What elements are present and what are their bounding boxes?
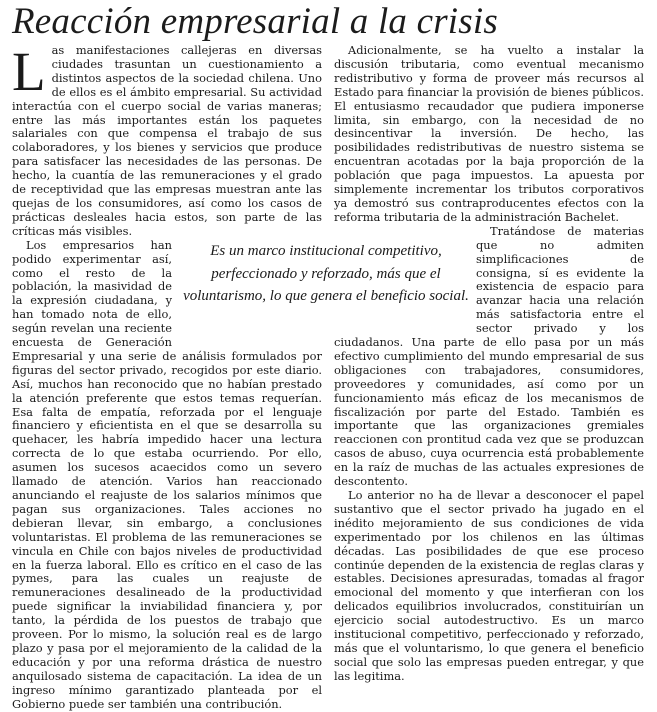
article-column-left [12, 41, 322, 712]
article-paragraph: Adicionalmente, se ha vuelto a instalar la discusión tributaria, como eventual mecanismo redistributivo y forma de proveer más recursos al Estado para financiar la provisión de bienes públicos. El entusiasmo recaudador que pudiera imponerse limita, sin embargo, con la necesidad de no desincentivar la inversión. De hecho, las posibilidades redistributivas de nuestro sistema se encuentran acotadas por la baja proporción de la población que paga impuestos. La apuesta por simplemente incrementar los tributos corporativos ya demostró sus contraproducentes efectos con la reforma tributaria de la administración Bachelet. [334, 43, 644, 224]
paragraph-text: Tratándose de materias que no admiten simplificaciones de consigna, sí es evidente la existencia de espacio para avanzar hacia una relación más satisfactoria entre el sector privado y los ciudadanos. Una parte de ello pasa por un más efectivo cumplimiento del mundo empresarial de sus obligaciones con trabajadores, consumidores, proveedores y comunidades, así como por un funcionamiento más eficaz de los mecanismos de fiscalización por parte del Estado. También es importante que las organizaciones gremiales reaccionen con prontitud cada vez que se produzcan casos de abuso, cuya ocurrencia está probablemente en la raíz de muchas de las actuales expresiones de descontento. [334, 223, 644, 489]
article-paragraph: Lo anterior no ha de llevar a desconocer el papel sustantivo que el sector privado ha jugado en el inédito mejoramiento de sus condiciones de vida experimentado por los chilenos en las últimas décadas. Las posibilidades de que ese proceso continúe dependen de la existencia de reglas claras y estables. Decisiones apresuradas, tomadas al fragor emocional del momento y que interfieran con los delicados equilibrios involucrados, constituirían un ejercicio social autodestructivo. Es un marco institucional competitivo, perfeccionado y reforzado, más que el voluntarismo, lo que genera el beneficio social que solo las empresas pueden entregar, y que las legitima. [334, 488, 644, 683]
paragraph-text: Los empresarios han podido experimentar así, como el resto de la población, la masividad de la expresión ciudadana, y han tomado nota de ello, según revelan una reciente encuesta de Generación Empresarial y una serie de análisis formulados por figuras del sector privado, recogidos por este diario. Así, muchos han reconocido que no habían prestado la atención preferente que estos temas requerían. Esa falta de empatía, reforzada por el lenguaje financiero y eficientista en el que se desarrolla su quehacer, les habría impedido hacer una lectura correcta de lo que estaba ocurriendo. Por ello, asumen los sucesos acaecidos como un severo llamado de atención. Varios han reaccionado anunciando el reajuste de los salarios mínimos que pagan sus organizaciones. Tales acciones no debieran llevar, sin embargo, a conclusiones voluntaristas. El problema de las remuneraciones se vincula en Chile con bajos niveles de productividad en la fuerza laboral. Ello es crítico en el caso de las pymes, para las cuales un reajuste de remuneraciones desalineado de la productividad puede significar la inviabilidad financiera y, por tanto, la pérdida de los puestos de trabajo que proveen. Por lo mismo, la solución real es de largo plazo y pasa por el mejoramiento de la calidad de la educación y por una reforma drástica de nuestro anquilosado sistema de capacitación. La idea de un ingreso mínimo garantizado planteada por el Gobierno puede ser también una contribución. [12, 237, 322, 711]
article-column-right [334, 44, 644, 684]
drop-cap: L [12, 41, 46, 102]
pull-quote: Es un marco institucional competitivo, perfeccionado y reforzado, más que el voluntarismo, lo que genera el beneficio social. [176, 234, 476, 320]
paragraph-text: as manifestaciones callejeras en diversas ciudades trasuntan un cuestionamiento a distintos aspectos de la sociedad chilena. Uno de ellos es el ámbito empresarial. Su actividad interactúa con el cuerpo social de varias maneras; entre las más importantes están los paquetes salariales con que compensa el trabajo de sus colaboradores, y los bienes y servicios que produce para satisfacer las necesidades de las personas. De hecho, la cuantía de las remuneraciones y el grado de receptividad que las empresas muestran ante las quejas de los consumidores, así como los casos de prácticas desleales hacia estos, son parte de las críticas más visibles. [12, 43, 322, 238]
article-paragraph [12, 41, 322, 239]
article-title: Reacción empresarial a la crisis [12, 1, 498, 42]
